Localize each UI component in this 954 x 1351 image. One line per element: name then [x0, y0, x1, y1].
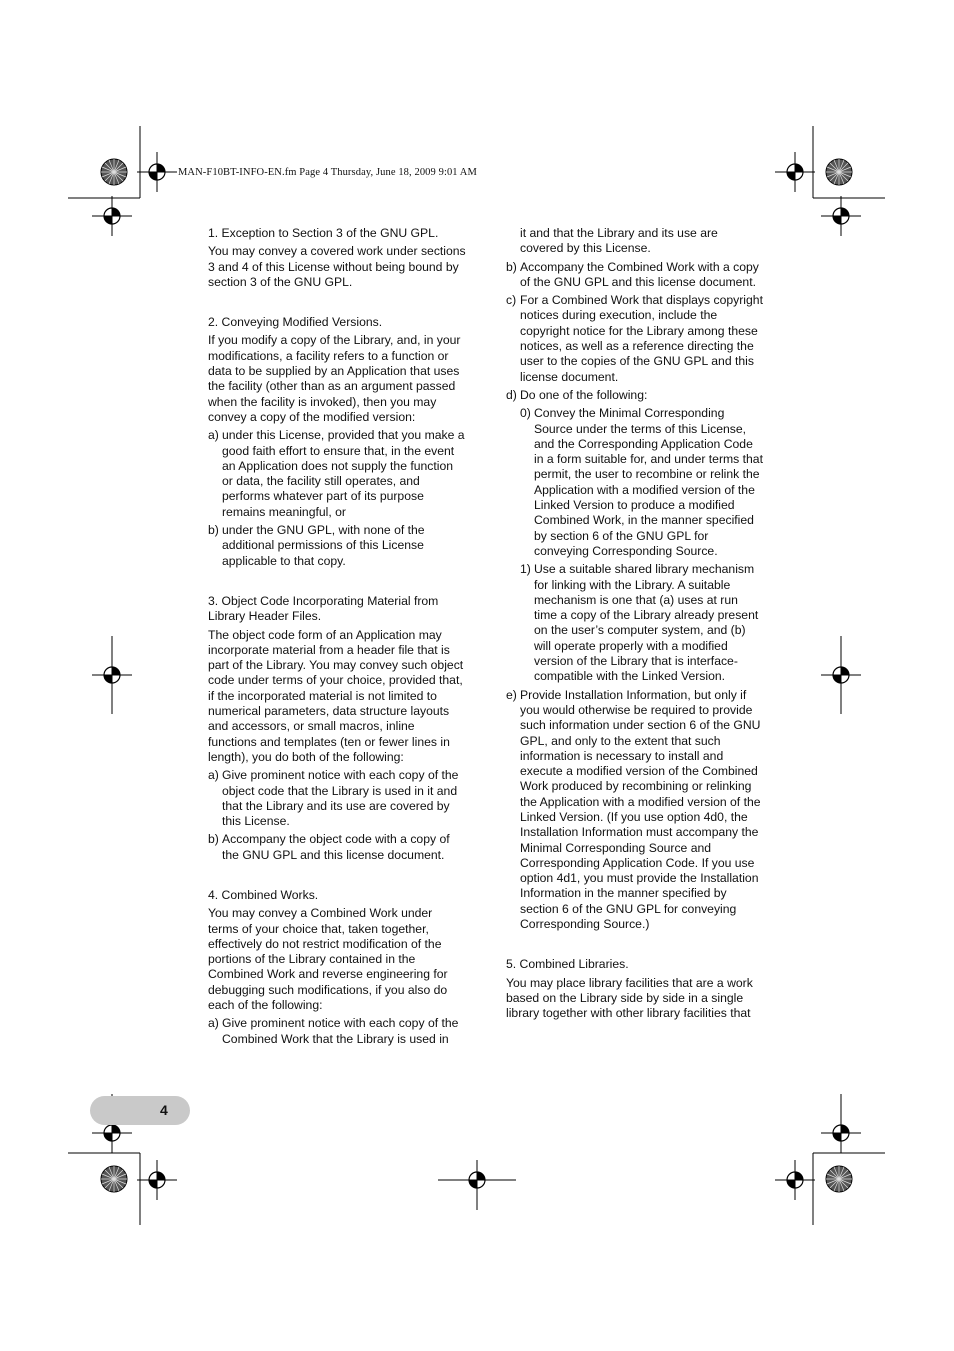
section-4-body: You may convey a Combined Work under terms of your choice that, taken together, effectively do not restrict modification of the portions of the Library contained in the Combined Work and reverse engineering for debugging such modifications, if you also do each of the following: [208, 906, 448, 1013]
file-info-header: MAN-F10BT-INFO-EN.fm Page 4 Thursday, June 18, 2009 9:01 AM [178, 167, 477, 178]
list-item [208, 832, 466, 863]
right-column [506, 226, 764, 1025]
list-item [506, 688, 764, 933]
list-label: c) [506, 293, 517, 308]
list-label: b) [208, 832, 219, 847]
section-2-body: If you modify a copy of the Library, and, in your modifications, a facility refers to a function or data to be supplied by an Application that uses the facility (other than as an argument passed when the facility is invoked), then you may convey a copy of the modified version: [208, 333, 461, 424]
list-text: Do one of the following: [520, 387, 648, 402]
list-item [208, 428, 466, 520]
list-text: Use a suitable shared library mechanism for linking with the Library. A suitable mechanism is one that (a) uses at run time a copy of the Library already present on the user’s computer system, and (b) will operate properly with a modified version of the Library that is interface-compatible with the Linked Version. [534, 562, 759, 684]
section-1-title: 1. Exception to Section 3 of the GNU GPL. [208, 226, 439, 240]
list-label: a) [208, 428, 219, 443]
list-text: Give prominent notice with each copy of the Combined Work that the Library is used in [222, 1016, 459, 1046]
list-item [208, 1016, 466, 1047]
list-text: under the GNU GPL, with none of the additional permissions of this License applicable to that copy. [222, 523, 425, 568]
list-label: a) [208, 1016, 219, 1031]
list-label: b) [506, 259, 517, 274]
list-label: 1) [520, 562, 531, 577]
list-item [506, 293, 764, 385]
sub-list-item [520, 406, 764, 559]
section-3-title: 3. Object Code Incorporating Material from Library Header Files. [208, 593, 439, 624]
list-text: Accompany the Combined Work with a copy of the GNU GPL and this license document. [520, 259, 759, 289]
section-5-body: You may place library facilities that are a work based on the Library side by side in a single library together with other library facilities that [506, 975, 753, 1021]
page-number: 4 [160, 1102, 168, 1118]
page-number-tab [90, 1096, 190, 1125]
list-text: For a Combined Work that displays copyright notices during execution, include the copyright notice for the Library among these notices, as well as a reference directing the user to the copies of the GNU GPL and this license document. [520, 293, 763, 384]
list-item [208, 768, 466, 829]
section-1-body: You may convey a covered work under sections 3 and 4 of this License without being bound by section 3 of the GNU GPL. [208, 244, 466, 289]
list-item [506, 260, 764, 291]
list-text: Provide Installation Information, but only if you would otherwise be required to provide such information under section 6 of the GNU GPL, and only to the extent that such information is necessary to install and execute a modified version of the Combined Work produced by recombining or relinking the Application with a modified version of the Linked Version. (If you use option 4d0, the Installation Information must accompany the Minimal Corresponding Source and Corresponding Application Code. If you use option 4d1, you must provide the Installation Information in the manner specified by section 6 of the GNU GPL for conveying Corresponding Source.) [520, 687, 761, 932]
section-4-title: 4. Combined Works. [208, 887, 319, 902]
list-label: a) [208, 768, 219, 783]
list-text: Accompany the object code with a copy of the GNU GPL and this license document. [222, 832, 450, 862]
list-item [208, 523, 466, 569]
list-label: e) [506, 687, 517, 702]
list-text: Give prominent notice with each copy of the object code that the Library is used in it and that the Library and its use are covered by this License. [222, 768, 459, 829]
list-continuation: it and that the Library and its use are covered by this License. [520, 226, 718, 256]
list-label: d) [506, 387, 517, 402]
list-text: Convey the Minimal Corresponding Source under the terms of this License, and the Corresponding Application Code in a form suitable for, and under terms that permit, the user to recombine or relink the Application with a modified version of the Linked Version to produce a modified Combined Work, in the manner specified by section 6 of the GNU GPL for conveying Corresponding Source. [534, 406, 763, 558]
left-column [208, 226, 466, 1050]
section-5-title: 5. Combined Libraries. [506, 957, 629, 972]
list-item [506, 388, 764, 403]
section-3-body: The object code form of an Application may incorporate material from a header file that is part of the Library. You may convey such object code under terms of your choice, provided that, if the incorporated material is not limited to numerical parameters, data structure layouts and accessors, or small macros, inline functions and templates (ten or fewer lines in length), you do both of the following: [208, 627, 464, 764]
section-2-title: 2. Conveying Modified Versions. [208, 315, 383, 330]
list-text: under this License, provided that you make a good faith effort to ensure that, in the event an Application does not supply the function or data, the facility still operates, and performs whatever part of its purpose remains meaningful, or [222, 428, 465, 519]
list-label: 0) [520, 406, 531, 421]
sub-list-item [520, 562, 764, 684]
list-label: b) [208, 523, 219, 538]
